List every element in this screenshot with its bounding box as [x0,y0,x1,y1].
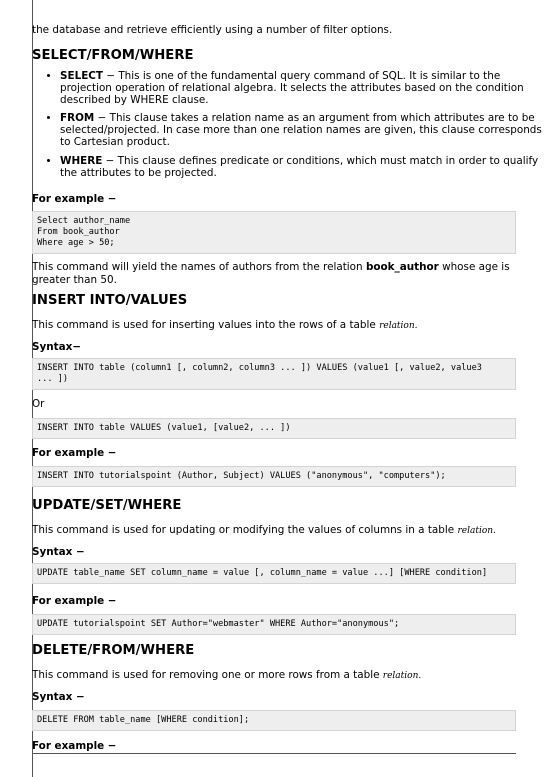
update-description: This command is used for updating or modifying the values of columns in a table relation. [32,524,496,536]
code-block-insert-example: INSERT INTO tutorialspoint (Author, Subject) VALUES ("anonymous", "computers"); [32,466,516,487]
bottom-rule [32,753,516,754]
syntax-label: Syntax − [32,691,85,703]
example-label: For example − [32,740,117,752]
insert-description: This command is used for inserting values into the rows of a table relation. [32,319,418,331]
select-clause-list [32,71,544,186]
document-page [32,22,542,777]
select-description: This command will yield the names of authors from the relation book_author whose age is greater than 50. [32,261,510,286]
code-block-delete-syntax: DELETE FROM table_name [WHERE condition]; [32,710,516,731]
code-block-select: Select author_name From book_author Where age > 50; [32,211,516,254]
syntax-label: Syntax − [32,546,85,558]
section-title-insert: INSERT INTO/VALUES [32,293,188,308]
list-item: • FROM − This clause takes a relation name as an argument from which attributes are to be selected/projected. In case more than one relation names are given, this clause corresponds to Cartesian product. [60,113,544,148]
intro-text: the database and retrieve efficiently using a number of filter options. [32,24,393,36]
section-title-update: UPDATE/SET/WHERE [32,498,182,513]
code-block-update-example: UPDATE tutorialspoint SET Author="webmaster" WHERE Author="anonymous"; [32,614,516,635]
delete-description: This command is used for removing one or more rows from a table relation. [32,669,422,681]
syntax-label: Syntax− [32,341,82,353]
example-label: For example − [32,193,117,205]
section-title-delete: DELETE/FROM/WHERE [32,643,195,658]
example-label: For example − [32,595,117,607]
or-text: Or [32,398,45,410]
section-title-select: SELECT/FROM/WHERE [32,48,194,63]
example-label: For example − [32,447,117,459]
code-block-insert-alt: INSERT INTO table VALUES (value1, [value2, ... ]) [32,418,516,439]
list-item: • SELECT − This is one of the fundamental query command of SQL. It is similar to the projection operation of relational algebra. It selects the attributes based on the condition described by WHERE clause. [60,71,544,106]
code-block-insert-syntax: INSERT INTO table (column1 [, column2, column3 ... ]) VALUES (value1 [, value2, value3 ... ]) [32,358,516,390]
list-item: • WHERE − This clause defines predicate or conditions, which must match in order to qualify the attributes to be projected. [60,156,544,180]
code-block-update-syntax: UPDATE table_name SET column_name = value [, column_name = value ...] [WHERE condition] [32,563,516,584]
